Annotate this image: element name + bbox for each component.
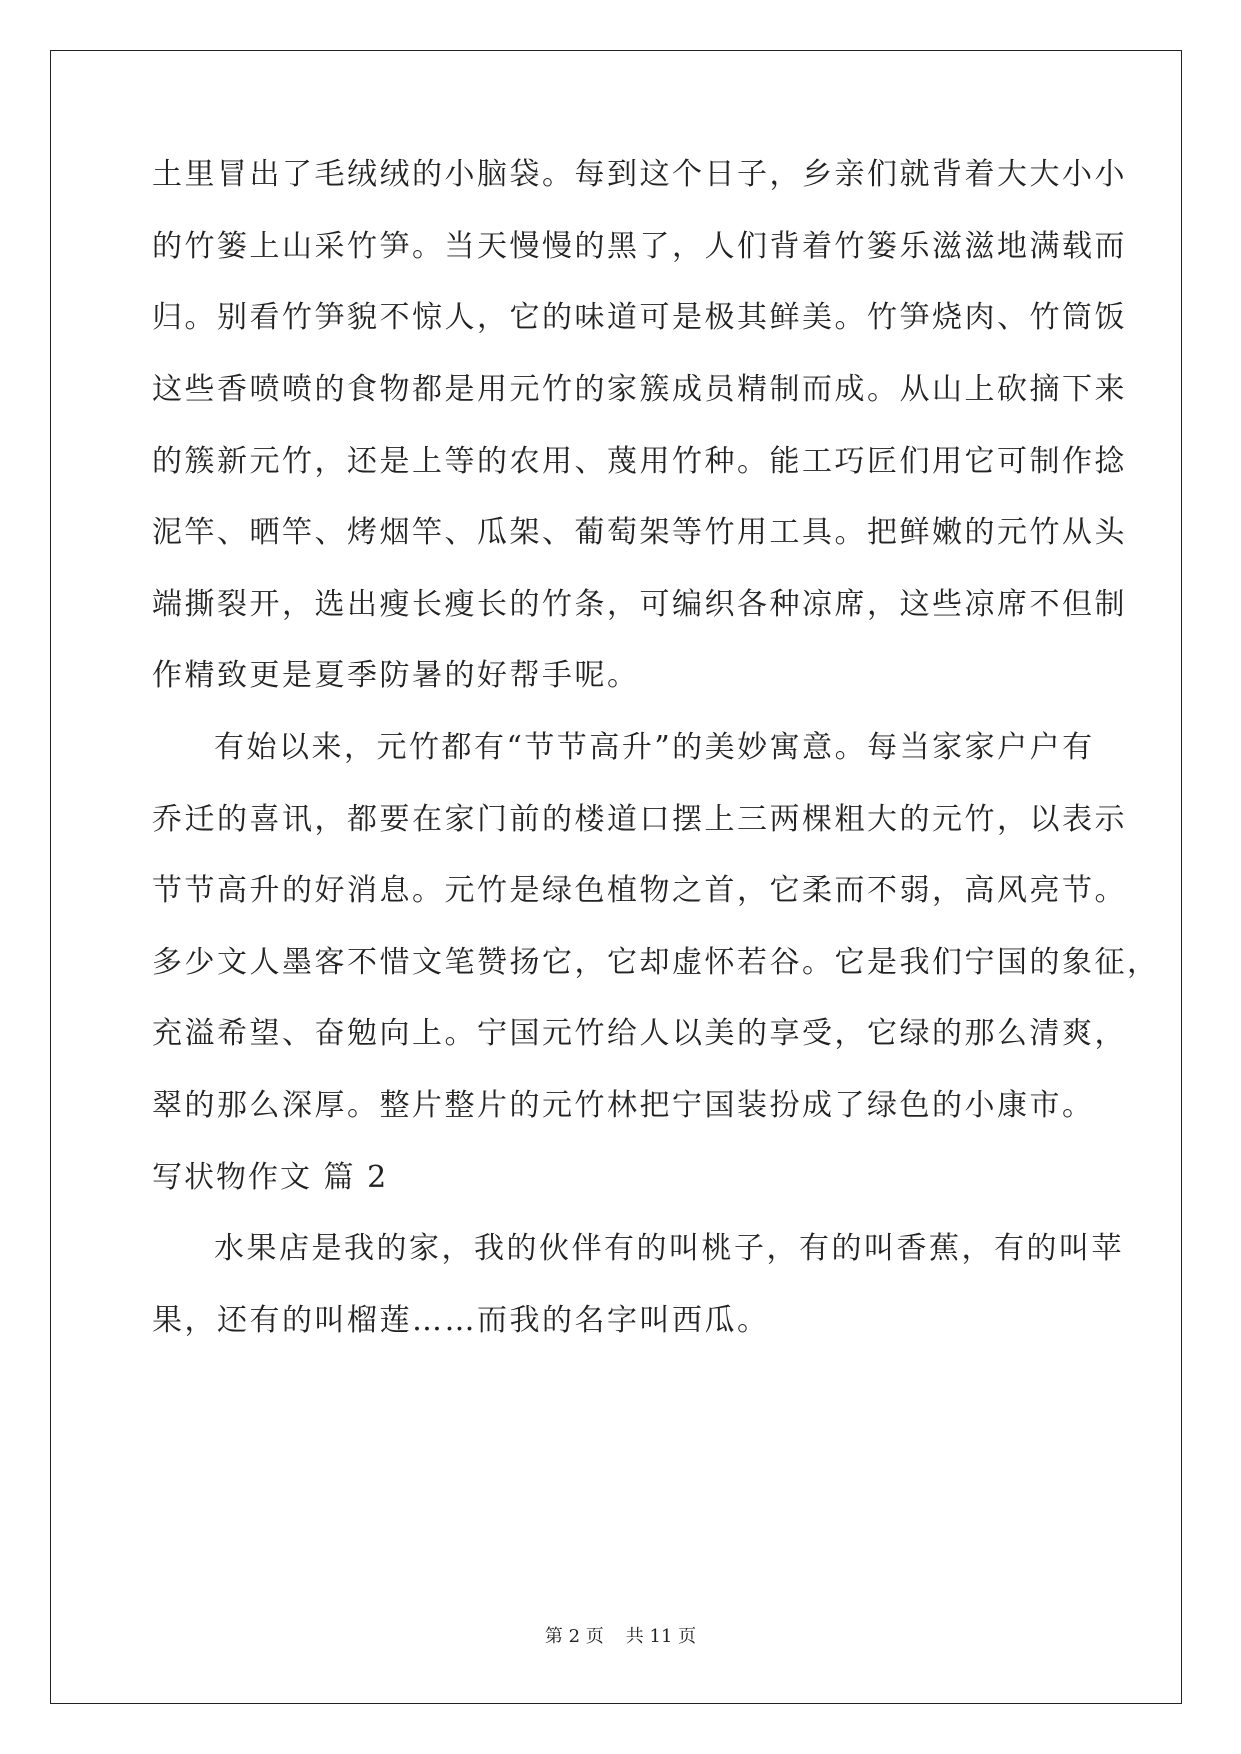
text-line: 翠的那么深厚。整片整片的元竹林把宁国装扮成了绿色的小康市。	[152, 1088, 1095, 1123]
text-line: 这些香喷喷的食物都是用元竹的家簇成员精制而成。从山上砍摘下来	[152, 372, 1127, 407]
text-line: 充溢希望、奋勉向上。宁国元竹给人以美的享受，它绿的那么清爽，	[152, 1016, 1127, 1051]
text-line: 作精致更是夏季防暑的好帮手呢。	[152, 658, 640, 693]
paragraph-start-line: 水果店是我的家，我的伙伴有的叫桃子，有的叫香蕉，有的叫苹	[214, 1231, 1124, 1266]
text-line: 归。别看竹笋貌不惊人，它的味道可是极其鲜美。竹笋烧肉、竹筒饭	[152, 300, 1127, 335]
text-line: 土里冒出了毛绒绒的小脑袋。每到这个日子，乡亲们就背着大大小小	[152, 157, 1127, 192]
page-number: 第 2 页	[544, 1626, 604, 1647]
text-line: 的竹篓上山采竹笋。当天慢慢的黑了，人们背着竹篓乐滋滋地满载而	[152, 229, 1127, 264]
text-line: 泥竿、晒竿、烤烟竿、瓜架、葡萄架等竹用工具。把鲜嫩的元竹从头	[152, 515, 1127, 550]
text-line: 节节高升的好消息。元竹是绿色植物之首，它柔而不弱，高风亮节。	[152, 873, 1127, 908]
page-total: 共 11 页	[625, 1626, 697, 1647]
text-line: 多少文人墨客不惜文笔赞扬它，它却虚怀若谷。它是我们宁国的象征，	[152, 945, 1160, 980]
paragraph-start-line: 有始以来，元竹都有“节节高升”的美妙寓意。每当家家户户有	[214, 730, 1095, 765]
text-line: 的簇新元竹，还是上等的农用、蔑用竹种。能工巧匠们用它可制作捻	[152, 444, 1127, 479]
text-line: 果，还有的叫榴莲……而我的名字叫西瓜。	[152, 1303, 770, 1338]
page-footer	[0, 1625, 1241, 1649]
section-heading: 写状物作文 篇 2	[152, 1160, 389, 1195]
text-line: 端撕裂开，选出瘦长瘦长的竹条，可编织各种凉席，这些凉席不但制	[152, 587, 1127, 622]
text-line: 乔迁的喜讯，都要在家门前的楼道口摆上三两棵粗大的元竹，以表示	[152, 802, 1127, 837]
